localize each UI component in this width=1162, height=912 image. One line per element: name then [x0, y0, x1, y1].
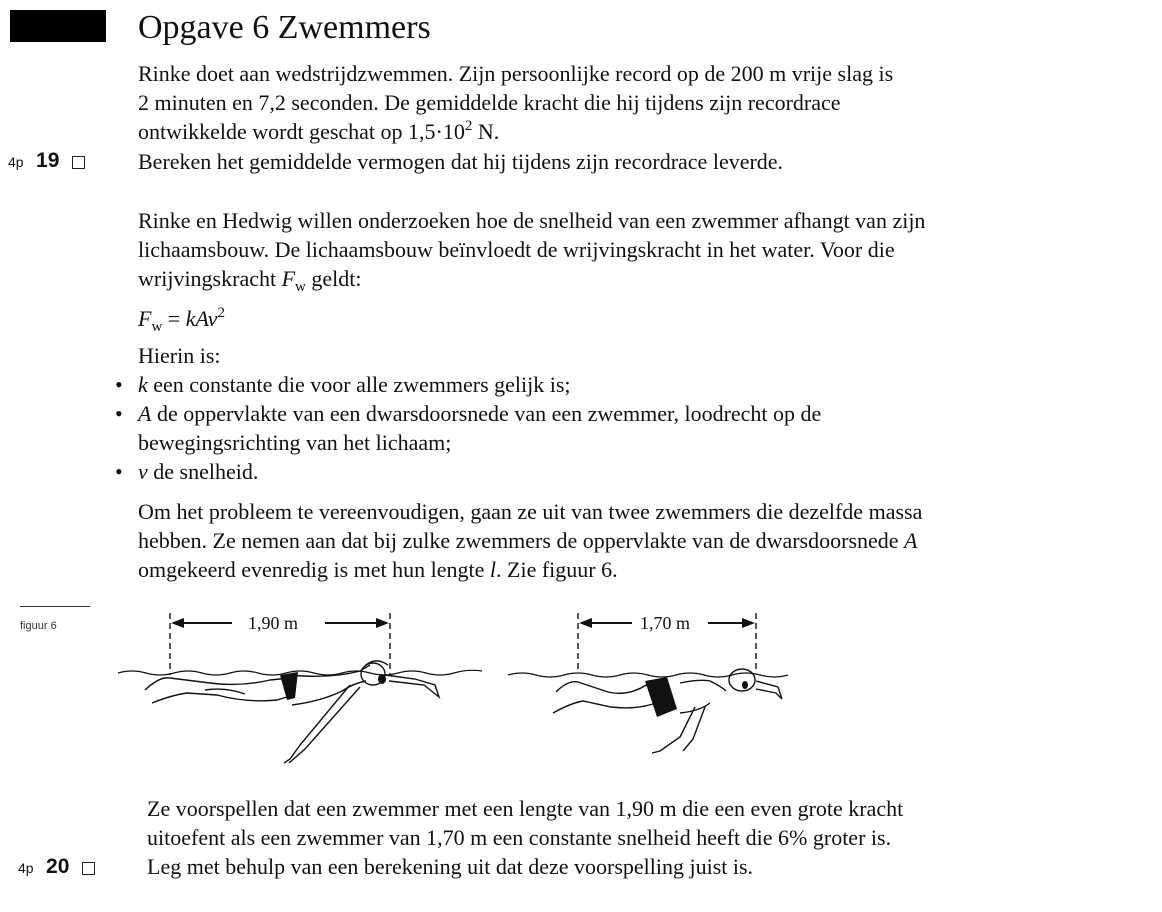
intro-line-2: 2 minuten en 7,2 seconden. De gemiddelde kracht die hij tijdens zijn recordrace [138, 90, 841, 115]
bullet-dot: • [115, 459, 123, 484]
figure-label: figuur 6 [20, 620, 57, 632]
swimsuit-1 [280, 672, 298, 700]
arrow-right-icon [742, 618, 755, 628]
page-title: Opgave 6 Zwemmers [138, 9, 431, 46]
intro-line-1: Rinke doet aan wedstrijdzwemmen. Zijn persoonlijke record op de 200 m vrije slag is [138, 61, 894, 86]
definition-item [138, 399, 821, 429]
intro-line-3 [138, 117, 499, 147]
water-line [508, 673, 788, 677]
bullet-dot: • [115, 401, 123, 426]
context-text-end: geldt: [305, 266, 362, 291]
question-20-number: 20 [46, 855, 70, 878]
question-19-text: Bereken het gemiddelde vermogen dat hij tijdens zijn recordrace leverde. [138, 149, 784, 174]
formula-lhs-sub: w [151, 319, 163, 335]
swimsuit-2 [645, 677, 677, 717]
force-subscript: w [295, 279, 306, 295]
intro-exponent: 2 [464, 118, 473, 134]
definition-text: de oppervlakte van een dwarsdoorsnede van een zwemmer, loodrecht op de [151, 401, 822, 426]
prediction-line-1: Ze voorspellen dat een zwemmer met een lengte van 1,90 m die een even grote kracht [147, 796, 904, 821]
formula-equals: = [162, 306, 186, 331]
formula-lhs: F [138, 306, 152, 331]
question-20-points: 4p [18, 860, 34, 876]
definition-item-continuation: bewegingsrichting van het lichaam; [138, 430, 452, 455]
assumption-text: omgekeerd evenredig is met hun lengte [138, 557, 490, 582]
assumption-line-1: Om het probleem te vereenvoudigen, gaan ze uit van twee zwemmers die dezelfde massa [138, 499, 923, 524]
question-19-number: 19 [36, 149, 60, 172]
question-20-marker [18, 855, 95, 879]
assumption-line-3 [138, 555, 618, 585]
answer-checkbox-20[interactable] [82, 862, 95, 875]
swimmer-2-length-label: 1,70 m [640, 613, 691, 633]
prediction-line-2: uitoefent als een zwemmer van 1,70 m een constante snelheid heeft die 6% groter is. [147, 825, 892, 850]
intro-text: ontwikkelde wordt geschat op 1,5·10 [138, 119, 465, 144]
swimmers-figure [0, 595, 1162, 785]
definitions-heading: Hierin is: [138, 343, 221, 368]
question-19-points: 4p [8, 154, 24, 170]
definition-symbol: A [138, 401, 152, 426]
context-text: wrijvingskracht [138, 266, 282, 291]
area-symbol: A [904, 528, 918, 553]
arrow-left-icon [171, 618, 184, 628]
arrow-right-icon [376, 618, 389, 628]
swimmer-1-length-label: 1,90 m [248, 613, 299, 633]
force-symbol: F [281, 266, 296, 291]
definition-text: een constante die voor alle zwemmers gelijk is; [147, 372, 571, 397]
goggles-2 [742, 681, 748, 689]
definition-item [138, 370, 571, 400]
assumption-text-end: . Zie figuur 6. [496, 557, 618, 582]
section-marker-block [10, 10, 106, 42]
definition-text: de snelheid. [147, 459, 259, 484]
bullet-dot: • [115, 372, 123, 397]
definition-symbol: k [138, 372, 148, 397]
assumption-line-2 [138, 526, 918, 556]
definition-item [138, 457, 258, 487]
definition-symbol: v [138, 459, 148, 484]
question-19-marker [8, 149, 85, 173]
formula-rhs: kAv [185, 306, 218, 331]
arrow-left-icon [579, 618, 592, 628]
length-symbol: l [489, 557, 497, 582]
question-20-text: Leg met behulp van een berekening uit dat deze voorspelling juist is. [147, 854, 754, 879]
water-line [118, 670, 482, 675]
assumption-text: hebben. Ze nemen aan dat bij zulke zwemmers de oppervlakte van de dwarsdoorsnede [138, 528, 905, 553]
goggles-1 [378, 674, 386, 684]
context-line-1: Rinke en Hedwig willen onderzoeken hoe de snelheid van een zwemmer afhangt van zijn [138, 208, 926, 233]
formula-rhs-exponent: 2 [217, 305, 225, 321]
answer-checkbox-19[interactable] [72, 156, 85, 169]
context-line-2: lichaamsbouw. De lichaamsbouw beïnvloedt de wrijvingskracht in het water. Voor die [138, 237, 895, 262]
friction-formula [138, 304, 225, 334]
intro-unit: N. [472, 119, 500, 144]
context-line-3 [138, 264, 362, 294]
